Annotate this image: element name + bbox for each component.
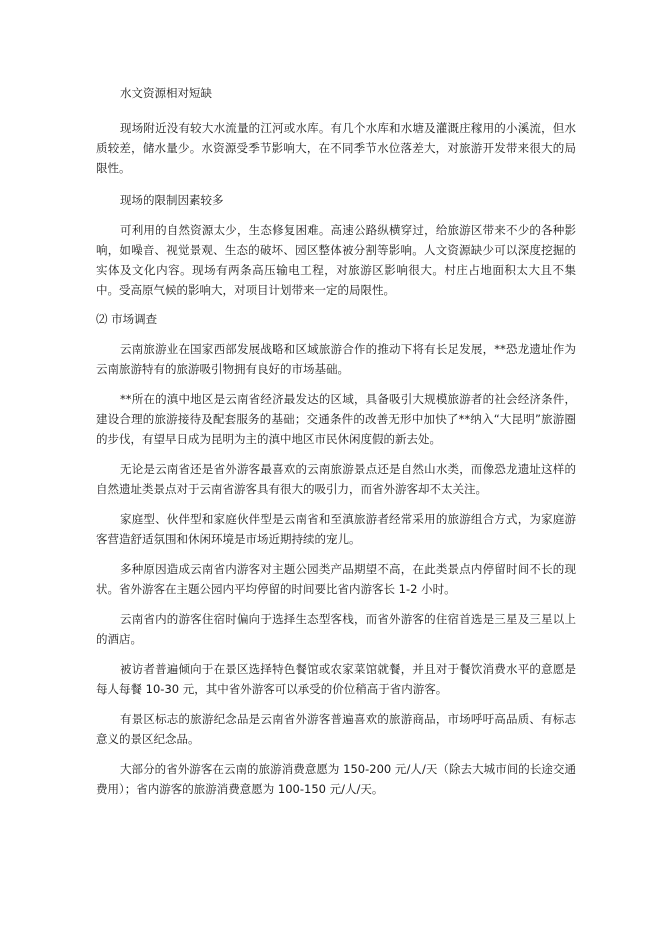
paragraph-site-limits: 可利用的自然资源太少，生态修复困难。高速公路纵横穿过，给旅游区带来不少的各种影响，如噪音、视觉景观、生态的破坏、园区整体被分割等影响。人文资源缺少可以深度挖掘的实体及文化内容。现场有两条高压输电工程，对旅游区影响很大。村庄占地面积太大且不集中。受高原气候的影响大，对项目计划带来一定的局限性。 [96,223,576,297]
paragraph-market-7: 被访者普遍倾向于在景区选择特色餐馆或农家菜馆就餐，并且对于餐饮消费水平的意愿是每人每餐 10-30 元，其中省外游客可以承受的价位稍高于省内游客。 [96,662,576,696]
paragraph-market-8: 有景区标志的旅游纪念品是云南省外游客普遍喜欢的旅游商品，市场呼吁高品质、有标志意义的景区纪念品。 [96,712,576,746]
heading-water-resources: 水文资源相对短缺 [120,86,212,100]
paragraph-market-4: 家庭型、伙伴型和家庭伙伴型是云南省和至滇旅游者经常采用的旅游组合方式，为家庭游客营造舒适氛围和休闲环境是市场近期持续的宠儿。 [96,512,576,546]
paragraph-market-5: 多种原因造成云南省内游客对主题公园类产品期望不高，在此类景点内停留时间不长的现状。省外游客在主题公园内平均停留的时间要比省内游客长 1-2 小时。 [96,562,576,596]
paragraph-market-9: 大部分的省外游客在云南的旅游消费意愿为 150-200 元/人/天（除去大城市间的长途交通费用）；省内游客的旅游消费意愿为 100-150 元/人/天。 [96,762,576,796]
paragraph-market-2: **所在的滇中地区是云南省经济最发达的区域，具备吸引大规模旅游者的社会经济条件，建设合理的旅游接待及配套服务的基础；交通条件的改善无形中加快了**纳入“大昆明”旅游圈的步伐，有望早日成为昆明为主的滇中地区市民休闲度假的新去处。 [96,392,576,446]
paragraph-water-resources: 现场附近没有较大水流量的江河或水库。有几个水库和水塘及灌溉庄稼用的小溪流，但水质较差，储水量少。水资源受季节影响大，在不同季节水位落差大，对旅游开发带来很大的局限性。 [96,121,576,175]
document-page [96,78,576,799]
paragraph-market-3: 无论是云南省还是省外游客最喜欢的云南旅游景点还是自然山水类，而像恐龙遗址这样的自然遗址类景点对于云南省游客具有很大的吸引力，而省外游客却不太关注。 [96,462,576,496]
paragraph-market-1: 云南旅游业在国家西部发展战略和区域旅游合作的推动下将有长足发展，**恐龙遗址作为云南旅游特有的旅游吸引物拥有良好的市场基础。 [96,342,576,376]
paragraph-market-6: 云南省内的游客住宿时偏向于选择生态型客栈，而省外游客的住宿首选是三星及三星以上的酒店。 [96,612,576,646]
heading-site-limits: 现场的限制因素较多 [120,193,224,207]
section-market-survey: ⑵ 市场调查 [96,312,158,326]
